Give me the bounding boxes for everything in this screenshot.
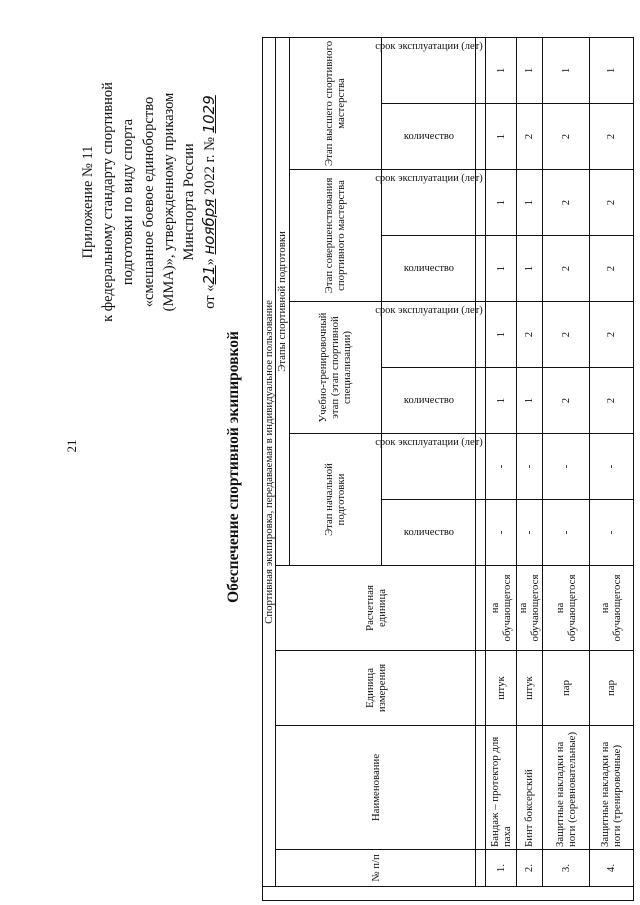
row-unit: пар (542, 651, 589, 726)
row-value: - (486, 434, 517, 500)
date-month-handwritten: ноября (200, 198, 219, 255)
appendix-line: (ММА)», утвержденному приказом (160, 92, 177, 312)
row-value: 2 (589, 302, 633, 368)
row-name: Защитные накладки на ноги (соревновательные) (542, 726, 589, 850)
row-value: - (542, 434, 589, 500)
row-value: 2 (589, 368, 633, 434)
row-value: - (589, 434, 633, 500)
row-name: Бандаж – протектор для паха (486, 726, 517, 850)
sub-header-qty (381, 104, 475, 170)
table-left-margin-column (263, 887, 634, 901)
spacer-cell (476, 500, 486, 566)
row-unit: пар (589, 651, 633, 726)
row-value: 1 (517, 368, 543, 434)
row-value: 1 (542, 37, 589, 103)
row-value: 1 (486, 37, 517, 103)
row-value: 1 (517, 170, 543, 236)
appendix-line: «смешанное боевое единоборство (140, 96, 157, 308)
row-value: 1 (589, 37, 633, 103)
sub-header-term (375, 434, 483, 500)
row-value: - (486, 500, 517, 566)
row-value: 2 (589, 104, 633, 170)
table-row (517, 37, 543, 900)
sub-header-qty-text: количество (403, 262, 455, 274)
spacer-cell (476, 104, 486, 170)
header-num: № п/п (276, 850, 476, 887)
row-num: 3. (542, 850, 589, 887)
header-name: Наименование (276, 726, 476, 850)
row-value: 2 (517, 104, 543, 170)
appendix-line: Минспорта России (181, 143, 198, 261)
sub-header-term (375, 37, 483, 103)
sub-header-qty-text: количество (403, 526, 455, 538)
spacer-cell (476, 850, 486, 887)
row-value: 1 (486, 236, 517, 302)
spacer-cell (476, 726, 486, 850)
row-value: - (589, 500, 633, 566)
row-value: 1 (486, 302, 517, 368)
row-num: 2. (517, 850, 543, 887)
sub-header-qty (381, 368, 475, 434)
row-value: - (517, 434, 543, 500)
equipment-table (262, 37, 634, 901)
appendix-header (78, 17, 220, 387)
sub-header-term-text: срок эксплуатации (лет) (375, 437, 483, 449)
row-value: 1 (486, 368, 517, 434)
sub-header-term (375, 302, 483, 368)
appendix-date-line (199, 17, 220, 387)
sub-header-qty (381, 500, 475, 566)
sub-header-qty (381, 236, 475, 302)
row-value: 1 (486, 170, 517, 236)
sub-header-qty-text: количество (403, 394, 455, 406)
header-unit: Единица измерения (276, 651, 476, 726)
spacer-cell (476, 651, 486, 726)
stage-header: Этап высшего спортивного мастерства (289, 37, 381, 169)
group-header: Спортивная экипировка, передаваемая в индивидуальное пользование (263, 37, 276, 886)
row-num: 4. (589, 850, 633, 887)
row-value: - (542, 500, 589, 566)
row-calc-unit: на обучающегося (542, 566, 589, 651)
row-value: 2 (542, 368, 589, 434)
row-value: 1 (517, 37, 543, 103)
row-value: 1 (486, 104, 517, 170)
row-calc-unit: на обучающегося (589, 566, 633, 651)
spacer-cell (476, 566, 486, 651)
page-number: 21 (64, 439, 79, 453)
table-row (486, 37, 517, 900)
row-value: 2 (542, 236, 589, 302)
stage-header: Этап начальной подготовки (289, 434, 381, 566)
row-value: 2 (589, 236, 633, 302)
row-value: - (517, 500, 543, 566)
appendix-line: к федеральному стандарту спортивной (100, 82, 117, 322)
appendix-line: Приложение № 11 (80, 145, 96, 259)
row-value: 2 (589, 170, 633, 236)
stage-header: Учебно-тренировочный этап (этап спортивной специализации) (289, 302, 381, 434)
row-calc-unit: на обучающегося (486, 566, 517, 651)
row-value: 2 (542, 302, 589, 368)
row-value: 1 (517, 236, 543, 302)
row-name: Бинт боксерский (517, 726, 543, 850)
sub-header-term-text: срок эксплуатации (лет) (375, 41, 483, 53)
row-name: Защитные накладки на ноги (тренировочные) (589, 726, 633, 850)
date-day-handwritten: 21 (200, 265, 219, 285)
subgroup-header: Этапы спортивной подготовки (276, 37, 289, 565)
sub-header-term (375, 170, 483, 236)
row-value: 2 (542, 104, 589, 170)
appendix-line: подготовки по виду спорта (120, 118, 137, 286)
row-value: 2 (542, 170, 589, 236)
document-subtitle: Обеспечение спортивной экипировкой (225, 331, 242, 603)
order-number-handwritten: 1029 (200, 95, 219, 134)
stage-header: Этап совершенствования спортивного мастерства (289, 170, 381, 302)
row-num: 1. (486, 850, 517, 887)
row-unit: штук (517, 651, 543, 726)
table-row (542, 37, 589, 900)
row-unit: штук (486, 651, 517, 726)
table-row (589, 37, 633, 900)
spacer-cell (476, 368, 486, 434)
sub-header-qty-text: количество (403, 130, 455, 142)
row-value: 2 (517, 302, 543, 368)
sub-header-term-text: срок эксплуатации (лет) (375, 305, 483, 317)
sub-header-term-text: срок эксплуатации (лет) (375, 173, 483, 185)
date-mid: » (202, 258, 219, 266)
row-calc-unit: на обучающегося (517, 566, 543, 651)
date-prefix: от « (202, 284, 219, 309)
header-calc-unit: Расчетная единица (276, 566, 476, 651)
spacer-cell (476, 236, 486, 302)
date-year: 2022 г. № (202, 137, 219, 196)
